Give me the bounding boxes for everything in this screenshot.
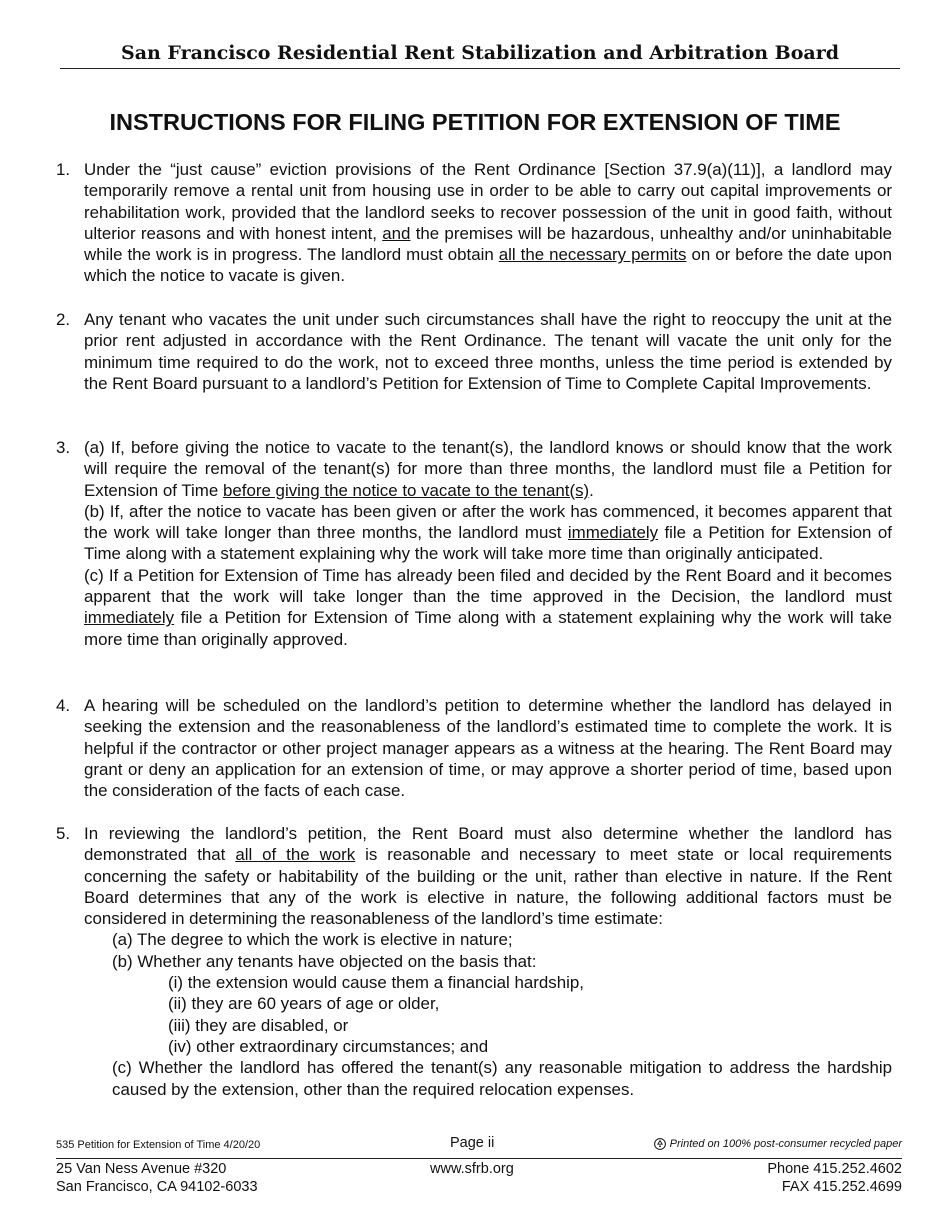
list-item: [56, 309, 892, 394]
underlined-text: all of the work: [235, 845, 356, 865]
fax-number: FAX 415.252.4699: [781, 1179, 902, 1195]
list-item: [56, 159, 892, 287]
phone-number: Phone 415.252.4602: [767, 1161, 902, 1177]
underlined-text: immediately: [84, 608, 175, 628]
sub-item-b-iv: (iv) other extraordinary circumstances; and: [168, 1036, 489, 1056]
underlined-text: and: [382, 223, 411, 243]
underlined-text: immediately: [567, 523, 659, 543]
sub-item-b-i: (i) the extension would cause them a financial hardship,: [168, 973, 584, 993]
sub-item-a: (a) The degree to which the work is elective in nature;: [112, 930, 513, 950]
page-title: INSTRUCTIONS FOR FILING PETITION FOR EXTENSION OF TIME: [109, 109, 841, 135]
item-text: Any tenant who vacates the unit under such circumstances shall have the right to reoccupy the unit at the prior rent adjusted in accordance with the Rent Ordinance. The tenant will vacate the unit only for the minimum time required to do the work, not to exceed three months, unless the time period is extended by the Rent Board pursuant to a landlord’s Petition for Extension of Time to Complete Capital Improvements.: [84, 310, 892, 393]
sub-item-b: (b) If, after the notice to vacate has been given or after the work has commenced, it becomes apparent that the work will take longer than three months, the landlord must immediately file a Petition for Extension of Time along with a statement explaining why the work will take more time than originally anticipated.: [84, 501, 892, 564]
footer-divider: [56, 1158, 902, 1159]
sub-item-b: (b) Whether any tenants have objected on the basis that:: [112, 951, 537, 971]
sub-item-c: (c) Whether the landlord has offered the tenant(s) any reasonable mitigation to address the hardship caused by the extension, other than the required relocation expenses.: [112, 1058, 892, 1099]
list-item: [56, 695, 892, 801]
item-number: 4.: [56, 696, 71, 715]
item-number: 2.: [56, 310, 71, 329]
instructions-list: [56, 159, 893, 1099]
footer-contact: [56, 1160, 902, 1200]
item-number: 1.: [56, 160, 71, 179]
website: [430, 1160, 514, 1178]
phone-fax: [767, 1160, 902, 1196]
list-item: [56, 823, 892, 1100]
board-header: San Francisco Residential Rent Stabilization and Arbitration Board: [60, 42, 900, 69]
sub-item-b-iii: (iii) they are disabled, or: [168, 1015, 349, 1035]
item-number: 3.: [56, 438, 71, 457]
underlined-text: all the necessary permits: [498, 245, 687, 265]
sub-item-b-ii: (ii) they are 60 years of age or older,: [168, 994, 440, 1014]
page-number: Page ii: [450, 1135, 495, 1151]
list-item: [56, 437, 892, 650]
item-text: Under the “just cause” eviction provisions of the Rent Ordinance [Section 37.9(a)(11)], a landlord may temporarily remove a rental unit from housing use in order to be able to carry out capital improvements or rehabilitation work, provided that the landlord seeks to recover possession of the unit in good faith, without ulterior reasons and with honest intent, and the premises will be hazardous, unhealthy and/or uninhabitable while the work is in progress. The landlord must obtain all the necessary permits on or before the date upon which the notice to vacate is given.: [84, 160, 893, 286]
footer-meta: [56, 1134, 902, 1154]
recycled-note: Printed on 100% post-consumer recycled paper: [654, 1138, 902, 1150]
form-id: 535 Petition for Extension of Time 4/20/20: [56, 1139, 261, 1151]
website-link[interactable]: www.sfrb.org: [430, 1161, 514, 1177]
sub-item-a: (a) If, before giving the notice to vacate to the tenant(s), the landlord knows or should know that the work will require the removal of the tenant(s) for more than three months, the landlord must file a Petition for Extension of Time before giving the notice to vacate to the tenant(s).: [84, 438, 892, 500]
underlined-text: before giving the notice to vacate to the tenant(s): [222, 480, 590, 500]
item-text: In reviewing the landlord’s petition, the Rent Board must also determine whether the landlord has demonstrated that all of the work is reasonable and necessary to meet state or local requirements concerning the safety or habitability of the building or the unit, rather than elective in nature. If the Rent Board determines that any of the work is elective in nature, the following additional factors must be considered in determining the reasonableness of the landlord’s time estimate:: [84, 824, 893, 929]
sub-item-c: (c) If a Petition for Extension of Time has already been filed and decided by the Rent Board and it becomes apparent that the work will take longer than the time approved in the Decision, the landlord must immediately file a Petition for Extension of Time along with a statement explaining why the work will take more time than originally approved.: [84, 565, 892, 649]
item-text: A hearing will be scheduled on the landlord’s petition to determine whether the landlord has delayed in seeking the extension and the reasonableness of the landlord’s estimated time to complete the work. It is helpful if the contractor or other project manager appears as a witness at the hearing. The Rent Board may grant or deny an application for an extension of time, or may approve a shorter period of time, based upon the consideration of the facts of each case.: [84, 696, 892, 801]
recycle-icon: [654, 1138, 666, 1150]
item-number: 5.: [56, 824, 71, 843]
office-address: 25 Van Ness Avenue #320 San Francisco, CA 94102-6033: [56, 1161, 258, 1195]
